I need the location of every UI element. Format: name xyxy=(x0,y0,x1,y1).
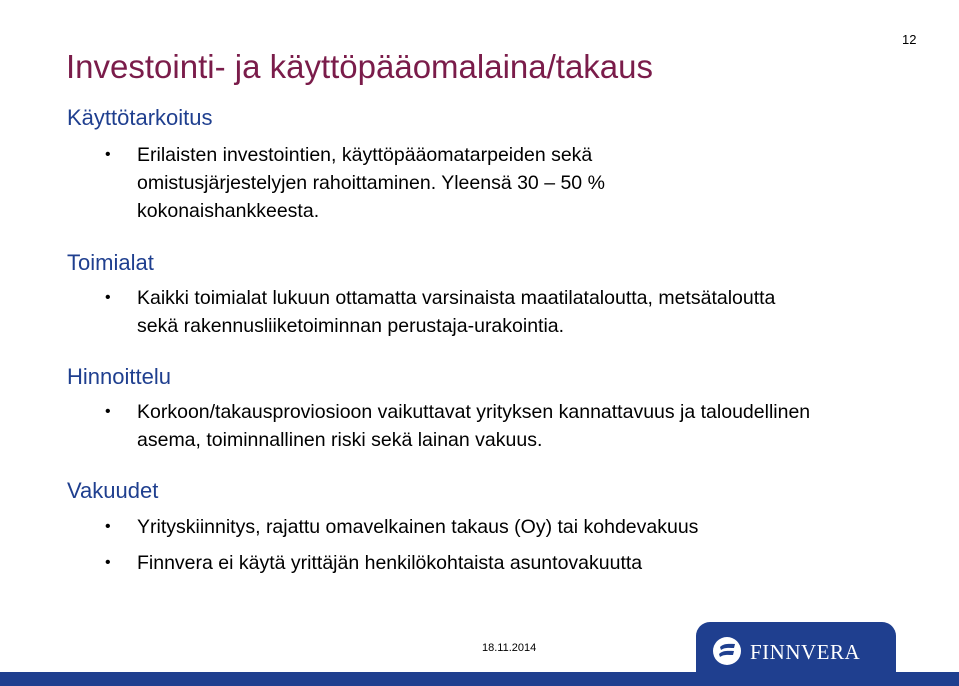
bullet-icon: • xyxy=(105,146,111,163)
section-heading-kayttotarkoitus: Käyttötarkoitus xyxy=(67,105,213,130)
list-item xyxy=(0,398,837,454)
bullet-list-vakuudet xyxy=(0,513,897,577)
section-heading-hinnoittelu: Hinnoittelu xyxy=(67,364,171,389)
list-item xyxy=(0,549,897,577)
bullet-icon: • xyxy=(105,518,111,535)
bullet-list-toimialat xyxy=(0,284,817,340)
section-heading-vakuudet: Vakuudet xyxy=(67,478,159,503)
bullet-text: Kaikki toimialat lukuun ottamatta varsinaista maatilataloutta, metsätaloutta sekä rakennusliiketoiminnan perustaja-urakointia. xyxy=(137,287,776,337)
bullet-text: Erilaisten investointien, käyttöpääomatarpeiden sekä omistusjärjestelyjen rahoittaminen. Yleensä 30 – 50 % kokonaishankkeesta. xyxy=(137,144,605,222)
list-item xyxy=(0,284,817,340)
list-item xyxy=(0,513,897,541)
bullet-text: Yrityskiinnitys, rajattu omavelkainen takaus (Oy) tai kohdevakuus xyxy=(137,516,699,538)
bullet-icon: • xyxy=(105,403,111,420)
bullet-list-hinnoittelu xyxy=(0,398,837,454)
list-item xyxy=(0,141,727,225)
footer-date: 18.11.2014 xyxy=(482,642,537,654)
bullet-icon: • xyxy=(105,554,111,571)
finnvera-logo-icon xyxy=(712,636,742,666)
section-heading-toimialat: Toimialat xyxy=(67,250,154,275)
page-number: 12 xyxy=(902,32,917,47)
bullet-text: Korkoon/takausproviosioon vaikuttavat yrityksen kannattavuus ja taloudellinen asema, toiminnallinen riski sekä lainan vakuus. xyxy=(137,401,811,451)
bullet-list-kayttotarkoitus xyxy=(0,141,727,225)
finnvera-logo xyxy=(696,622,896,676)
slide-title: Investointi- ja käyttöpääomalaina/takaus xyxy=(66,48,654,85)
logo-text: FINNVERA xyxy=(750,640,861,664)
bullet-icon: • xyxy=(105,289,111,306)
bullet-text: Finnvera ei käytä yrittäjän henkilökohtaista asuntovakuutta xyxy=(137,552,643,574)
